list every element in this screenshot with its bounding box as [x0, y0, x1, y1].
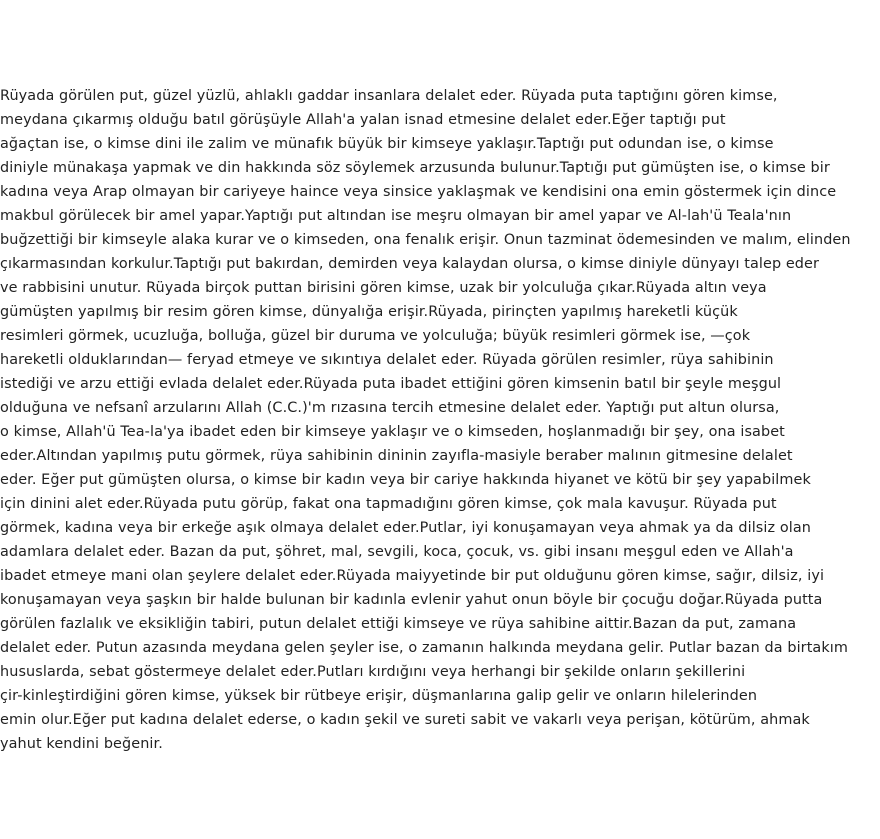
text-line: eder.Altından yapılmış putu görmek, rüya sahibinin dininin zayıfla-masiyle beraber malının gitmesine delalet: [0, 448, 793, 464]
text-line: ve rabbisini unutur. Rüyada birçok puttan birisini gören kimse, uzak bir yolculuğa çıkar.Rüyada altın veya: [0, 280, 767, 296]
text-line: ibadet etmeye mani olan şeylere delalet eder.Rüyada maiyyetinde bir put olduğunu gören kimse, sağır, dilsiz, iyi: [0, 568, 825, 584]
text-line: adamlara delalet eder. Bazan da put, şöhret, mal, sevgili, koca, çocuk, vs. gibi insanı meşgul eden ve Allah'a: [0, 544, 794, 560]
text-line: çıkarmasından korkulur.Taptığı put bakırdan, demirden veya kalaydan olursa, o kimse diniyle dünyayı talep eder: [0, 256, 820, 272]
text-line: için dinini alet eder.Rüyada putu görüp, fakat ona tapmadığını gören kimse, çok mala kavuşur. Rüyada put: [0, 496, 777, 512]
text-line: emin olur.Eğer put kadına delalet ederse, o kadın şekil ve sureti sabit ve vakarlı veya perişan, kötürüm, ahmak: [0, 712, 810, 728]
text-line: ağaçtan ise, o kimse dini ile zalim ve münafık büyük bir kimseye yaklaşır.Taptığı put odundan ise, o kimse: [0, 136, 774, 152]
text-line: buğzettiği bir kimseyle alaka kurar ve o kimseden, ona fenalık erişir. Onun tazminat ödemesinden ve malım, elinden: [0, 232, 851, 248]
text-line: hususlarda, sebat göstermeye delalet eder.Putları kırdığını veya herhangi bir şekilde onların şekillerini: [0, 664, 746, 680]
text-line: diniyle münakaşa yapmak ve din hakkında söz söylemek arzusunda bulunur.Taptığı put gümüşten ise, o kimse bir: [0, 160, 830, 176]
text-line: resimleri görmek, ucuzluğa, bolluğa, güzel bir duruma ve yolculuğa; büyük resimleri görmek ise, —çok: [0, 328, 751, 344]
text-line: çir-kinleştirdiğini gören kimse, yüksek bir rütbeye erişir, düşmanlarına galip gelir ve onların hilelerinden: [0, 688, 758, 704]
text-line: gümüşten yapılmış bir resim gören kimse, dünyalığa erişir.Rüyada, pirinçten yapılmış hareketli küçük: [0, 304, 738, 320]
text-line: olduğuna ve nefsanî arzularını Allah (C.C.)'m rızasına tercih etmesine delalet eder. Yaptığı put altun olursa,: [0, 400, 780, 416]
article-body: [0, 84, 870, 756]
text-line: hareketli olduklarından— feryad etmeye ve sıkıntıya delalet eder. Rüyada görülen resimler, rüya sahibinin: [0, 352, 774, 368]
text-line: yahut kendini beğenir.: [0, 736, 163, 752]
text-line: görülen fazlalık ve eksikliğin tabiri, putun delalet ettiği kimseye ve rüya sahibine aittir.Bazan da put, zamana: [0, 616, 797, 632]
text-line: makbul görülecek bir amel yapar.Yaptığı put altından ise meşru olmayan bir amel yapar ve Al-lah'ü Teala'nın: [0, 208, 792, 224]
text-line: istediği ve arzu ettiği evlada delalet eder.Rüyada puta ibadet ettiğini gören kimsenin batıl bir şeyle meşgul: [0, 376, 782, 392]
text-line: kadına veya Arap olmayan bir cariyeye haince veya sinsice yaklaşmak ve kendisini ona emin göstermek için dince: [0, 184, 837, 200]
text-line: görmek, kadına veya bir erkeğe aşık olmaya delalet eder.Putlar, iyi konuşamayan veya ahmak ya da dilsiz olan: [0, 520, 811, 536]
text-line: konuşamayan veya şaşkın bir halde bulunan bir kadınla evlenir yahut onun böyle bir çocuğu doğar.Rüyada putta: [0, 592, 823, 608]
text-line: eder. Eğer put gümüşten olursa, o kimse bir kadın veya bir cariye hakkında hiyanet ve kötü bir şey yapabilmek: [0, 472, 811, 488]
text-line: o kimse, Allah'ü Tea-la'ya ibadet eden bir kimseye yaklaşır ve o kimseden, hoşlanmadığı bir şey, ona isabet: [0, 424, 785, 440]
text-line: Rüyada görülen put, güzel yüzlü, ahlaklı gaddar insanlara delalet eder. Rüyada puta taptığını gören kimse,: [0, 88, 778, 104]
text-line: delalet eder. Putun azasında meydana gelen şeyler ise, o zamanın halkında meydana gelir. Putlar bazan da birtakım: [0, 640, 848, 656]
text-line: meydana çıkarmış olduğu batıl görüşüyle Allah'a yalan isnad etmesine delalet eder.Eğer taptığı put: [0, 112, 726, 128]
